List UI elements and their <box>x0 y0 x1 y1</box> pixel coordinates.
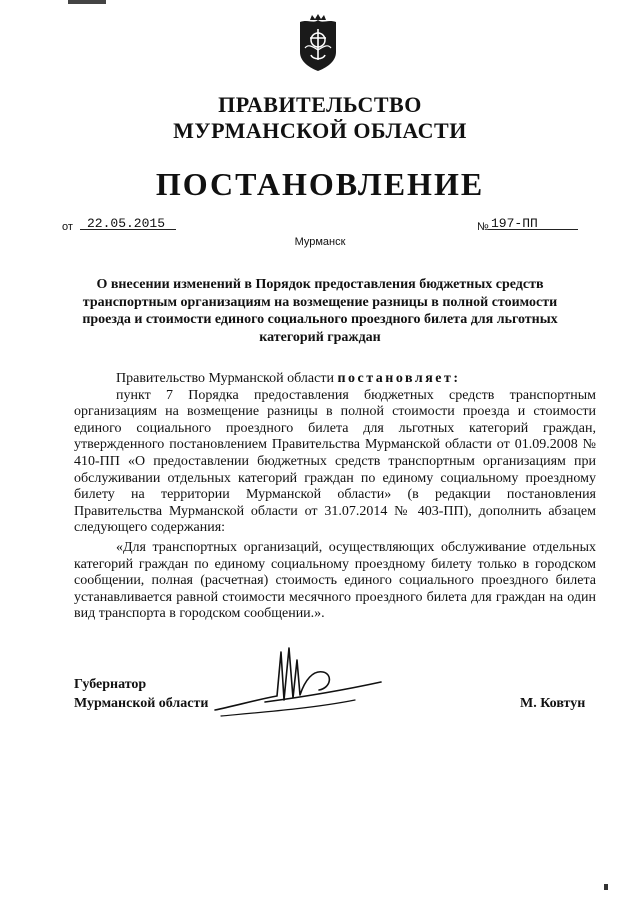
date-prefix: от <box>62 221 73 233</box>
body-paragraph-2: «Для транспортных организаций, осуществляющих обслуживание отдельных категорий граждан по единому социальному проездному билету только в городском сообщении, полная (расчетная) стоимость единого социального проездного билета устанавливается равной стоимости месячного проездного билета для граждан на один вид транспорта в городском сообщении.». <box>74 539 596 622</box>
document-number: 197-ПП <box>491 216 538 231</box>
document-subject: О внесении изменений в Порядок предоставления бюджетных средств транспортным организациям на возмещение разницы в полной стоимости проезда и стоимости единого социального проездного билета для льготных категорий граждан <box>82 277 558 345</box>
signatory-name: М. Ковтун <box>520 696 586 711</box>
intro-text: Правительство Мурманской области <box>116 371 338 386</box>
org-name-line1: ПРАВИТЕЛЬСТВО <box>218 92 422 117</box>
number-prefix: № <box>477 221 489 233</box>
intro-paragraph <box>74 371 596 388</box>
city-name: Мурманск <box>294 236 346 248</box>
org-name-line2: МУРМАНСКОЙ ОБЛАСТИ <box>173 118 467 143</box>
signatory-title <box>74 675 208 713</box>
number-underline <box>488 229 578 230</box>
body-paragraph-1: пункт 7 Порядка предоставления бюджетных средств транспортным организациям на возмещение разницы в полной стоимости проезда и стоимости единого социального проездного билета для льготных категорий граждан, утвержденного постановлением Правительства Мурманской области от 01.09.2008 № 410-ПП «О предоставлении бюджетных средств транспортным организациям при обслуживании отдельных категорий граждан по единому социальному проездному билету на территории Мурманской области» (в редакции постановления Правительства Мурманской области от 31.07.2014 № 403-ПП), дополнить абзацем следующего содержания: <box>74 387 596 536</box>
scan-mark <box>68 0 106 4</box>
document-body <box>74 371 596 623</box>
decree-word: постановляет: <box>337 371 461 386</box>
date-underline <box>80 229 176 230</box>
scan-mark-bottom <box>604 884 608 890</box>
document-type-title: ПОСТАНОВЛЕНИЕ <box>155 166 485 202</box>
signatory-title-line2: Мурманской области <box>74 696 209 711</box>
coat-of-arms-icon <box>294 14 342 72</box>
document-date: 22.05.2015 <box>87 216 166 231</box>
handwritten-signature <box>205 640 390 725</box>
signatory-title-line1: Губернатор <box>74 677 147 692</box>
